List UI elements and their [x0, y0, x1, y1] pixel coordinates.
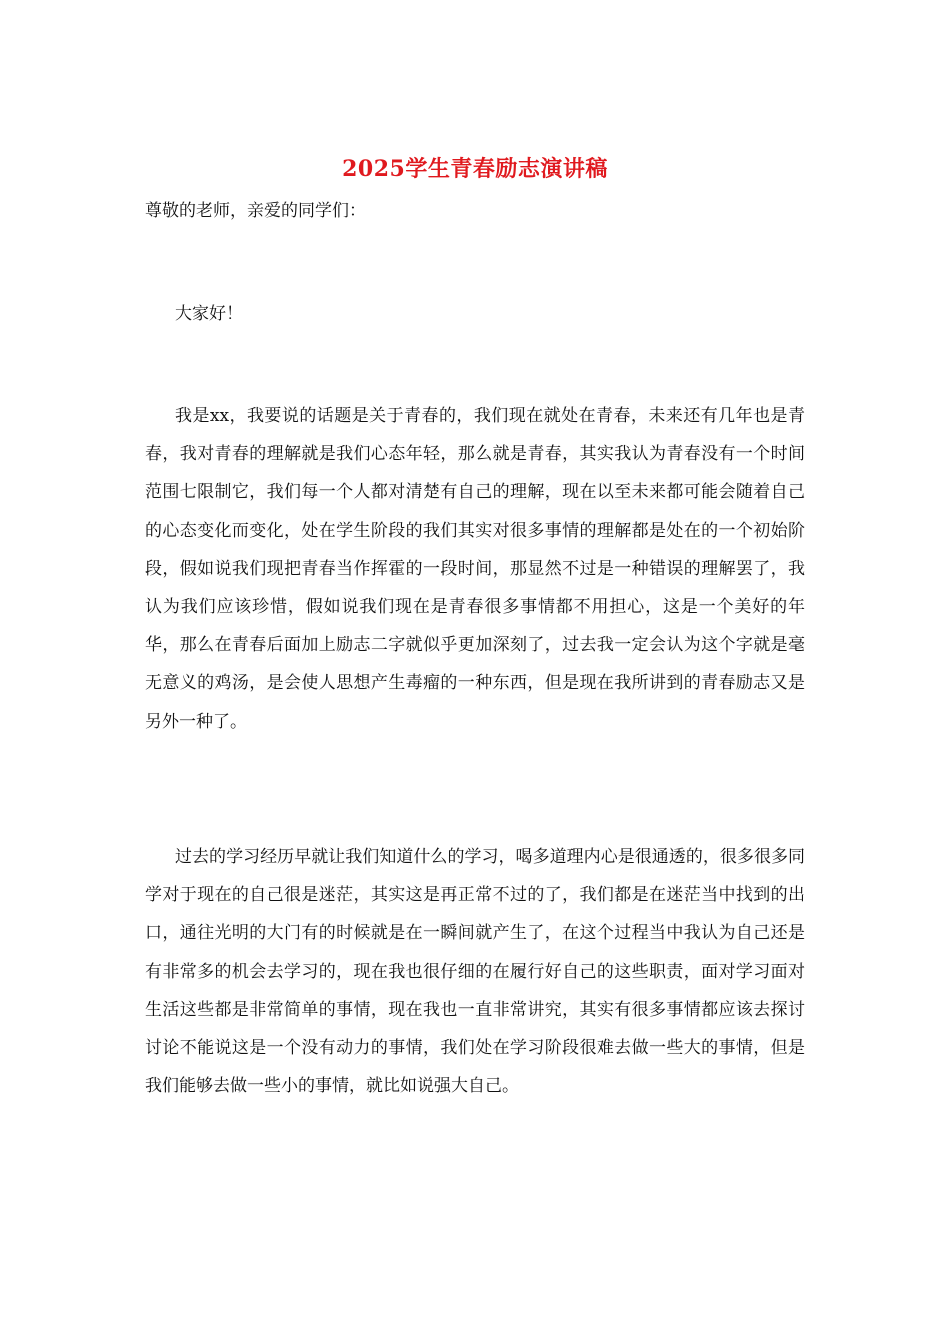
salutation: 尊敬的老师，亲爱的同学们：: [145, 201, 366, 221]
document-title: 2025学生青春励志演讲稿: [342, 156, 608, 182]
greeting-paragraph: 大家好！: [175, 304, 243, 324]
body-paragraph-2: 过去的学习经历早就让我们知道什么的学习，喝多道理内心是很通透的，很多很多同学对于现在的自己很是迷茫，其实这是再正常不过的了，我们都是在迷茫当中找到的出口，通往光明的大门有的时候就是在一瞬间就产生了，在这个过程当中我认为自己还是有非常多的机会去学习的，现在我也很仔细的在履行好自己的这些职责，面对学习面对生活这些都是非常简单的事情，现在我也一直非常讲究，其实有很多事情都应该去探讨讨论不能说这是一个没有动力的事情，我们处在学习阶段很难去做一些大的事情，但是我们能够去做一些小的事情，就比如说强大自己。: [145, 847, 805, 1097]
body-paragraph-1: 我是xx，我要说的话题是关于青春的，我们现在就处在青春，未来还有几年也是青春，我对青春的理解就是我们心态年轻，那么就是青春，其实我认为青春没有一个时间范围七限制它，我们每一个人都对清楚有自己的理解，现在以至未来都可能会随着自己的心态变化而变化，处在学生阶段的我们其实对很多事情的理解都是处在的一个初始阶段，假如说我们现把青春当作挥霍的一段时间，那显然不过是一种错误的理解罢了，我认为我们应该珍惜，假如说我们现在是青春很多事情都不用担心，这是一个美好的年华，那么在青春后面加上励志二字就似乎更加深刻了，过去我一定会认为这个字就是毫无意义的鸡汤，是会使人思想产生毒瘤的一种东西，但是现在我所讲到的青春励志又是另外一种了。: [145, 406, 805, 732]
